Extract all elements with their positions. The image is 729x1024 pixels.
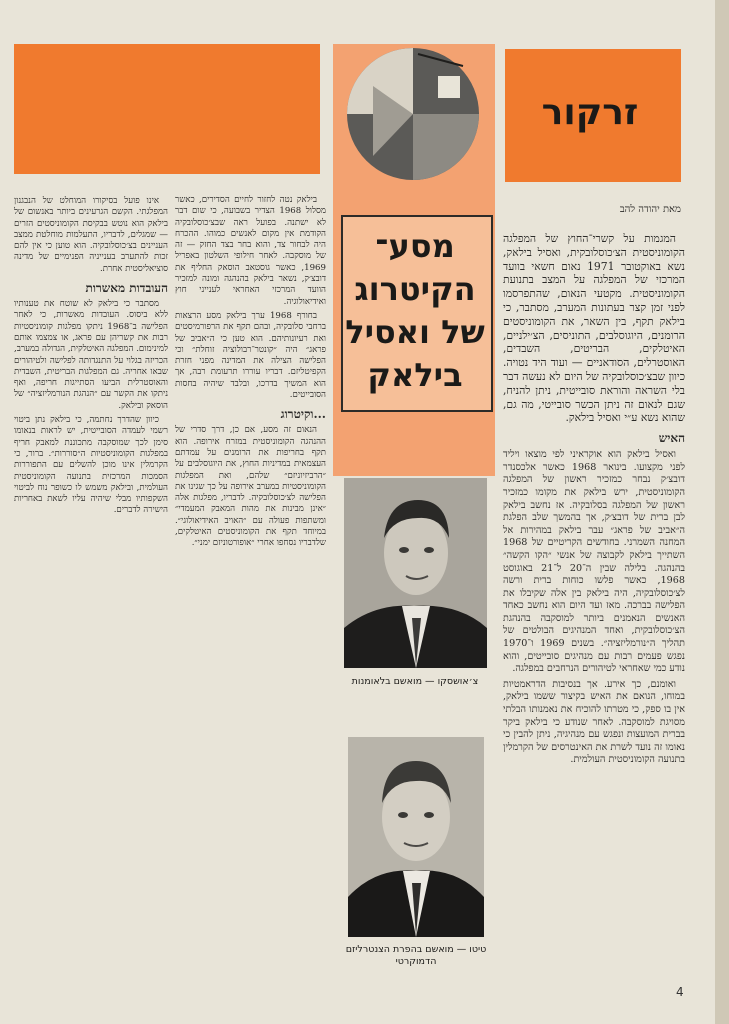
paragraph: אינו פועל בסיקורו המוחלט של הנבגנון המפלגתי. הקשם הגרעינים ביותר באנשום של בילאק הוא נוטש בבקיסת הקומוניסטים הזרים — שמגלים, לדבריו, התעלמות מוחלטת ממצב העניינים בצ׳כוסלובקיה. הוא טוען כי אין להם זכות להתערב בענייניה הפנימיים של מדינה סוציאליסטית אחרת.	[14, 196, 168, 274]
photo-caption-2: טיטו — מואשם בהפרת הצנטרליזם הדמוקרטי	[345, 944, 487, 967]
section-logo-icon	[343, 46, 483, 186]
paragraph: ואומנם, כך אירע. אך בנסיבות הדראמטיות במוחו, הנואם את האיש בקיצור ששמו בילאק, אין בו ספק, כי מטרתו להוכיח את נאמנותו הבלתי מסויגת למוסקבה. לאחר שנודע כי בילאק ביקר בברית המועצות ונפגש עם מנהיגיה, ניתן להבין כי נאומו זה נועד לשרת את האינטרסים של הקרמלין בתנועה הקומוניסטית העולמית.	[503, 678, 685, 766]
paragraph: מסתבר כי בילאק לא שוטח את טענותיו ללא ביסוס. העובדות מאשרות, כי לאחר הפלישה ב־1968 ניתקו מפלגות קומוניסטיות רבות את קשריהן עם פראג, או צמצמו אותם למינימום. המפלגה האיטלקית, הגדולה במערב, הכריזה בגלוי על התנגדותה לפלישה ולטיהורים שבאו אחריה. גם המפלגות הבריטית, השבדית והאוסטרלית הביעו הסתייגות חריפה, ואף ניתקו את הקשר עם ״הנהגת הנורמליזציה״ של הוסאק ובילאק.	[14, 299, 168, 411]
portrait-image-icon	[348, 737, 484, 937]
article-column-right	[503, 232, 685, 988]
paragraph: כיוון שהדרך נחתמה, כי בילאק נתן ביטוי רשמי לעמדה הסובייטית, יש לראות בנאומו סימן לכך שמוסקבה מתכוננת למאבק חריף במפלגות הקומוניסטיות ה״סוררות״. ברור, כי הקרמלין אינו מוכן להשלים עם התפוררות הסמכות המרכזית בתנועה הקומוניסטית העולמית, ובילאק משמש לו כשופר נוח לביטוי השקפותיו מבלי שיהיה עליו לשאת באחריות הישירה לדברים.	[14, 415, 168, 516]
article-column-center	[175, 195, 326, 985]
intro-paragraph: המגמות על קשרי־החוץ של המפלגה הקומוניסטית הצ׳כוסלובקית, ואסיל בילאק, נשא באוקטובר 1971 נאום חשאי בוועד המרכזי של המפלגה על המצב בתנועת הקומוניסטית. מקטעי הנאום, שהתפרסמו לפני זמן קצר בעתונות המערב, מסתבר, כי בילאק תקף, בין השאר, את הקומוניסטים הרומנים, היוגוסלבים, התוניסים, הצ׳ילניים, האיטלקים, הבריטים, השבדים, האוסטרלים, הסודאניים — ועוד היד נטויה. כיוון שבצ׳כוסלובקיה של היום לא נעשה דבר בלי השראה והוראת סובייטית, ניתן להניח, שגם לנאום זה ניתן הכשר סובייטי, מה גם, שהוא נשא ע״י ואסיל בילאק.	[503, 232, 685, 425]
page-number: 4	[676, 985, 684, 999]
byline: מאת יהודה להב	[619, 204, 681, 215]
article-column-left	[14, 196, 168, 986]
paragraph: בילאק נטה לחזור לחיים הסדירים, כאשר מסלול 1968 הצדיר בשבועה, כי שום דבר לא ישתנה. בפועל ראה שבצ׳כוסלובקיה הקודמת אין מקום לאנשים כמוהו. ההכרח היה לבחור צד, והוא בחר בצד החזק — זה של מוסקבה. לאחר חילופי השלטון באפריל 1969, כאשר גוסטאב הוסאק החליף את דובצ׳ק, נשאר בילאק בהנהגה ומונה למזכיר הוועד המרכזי האחראי לענייני חוץ ואידיאולוגיה.	[175, 195, 326, 307]
section-title: זרקור	[541, 92, 639, 133]
subhead-the-man: האיש	[658, 431, 685, 446]
orange-banner-left	[14, 44, 320, 174]
photo-caption-1: צ׳אושסקו — מואשם בלאומנות	[351, 676, 479, 687]
paragraph: בחורף 1968 ערך בילאק מסע הרצאות ברחבי סלובקיה, ובהם תקף את הרפורמיסטים ואת רעיונותיהם. הוא טען כי ה״אביב של פראג״ היה ״קונטר־רבולוציה זוחלת״ וכי הפלישה הצילה את המדינה מפני חזרת הקפיטליזם. דבריו עוררו תרעומת רבה, אך הוא המשיך בדרכו, ובלבד שיהיה בחסות הסובייטים.	[175, 310, 326, 401]
paragraph: הנאום זה מסע, אם כן, דרך סדרי של ההנהגה הקומוניסטית במזרח אירופה. הוא תקף בחריפות את הרומנים על עמדתם העצמאית במדיניות החוץ, את היוגוסלבים על ״הרביזיוניזם״ שלהם, ואת המפלגות הקומוניסטיות במערב אירופה על כך שגינו את הפלישה לצ׳כוסלובקיה. לדבריו, מפלגות אלה ״אינן מבינות את מהות המאבק המעמדי״ ומשתפות פעולה עם ״האויב האידיאולוגי״. במיוחד תקף את הקומוניסטים האיטלקים, שלדבריו נסחפו אחרי ״אופורטוניזם ימני״.	[175, 425, 326, 549]
subhead-kitrug: ...וקיטרוג	[280, 407, 326, 422]
portrait-image-icon	[344, 478, 487, 668]
portrait-photo-2	[348, 737, 484, 937]
portrait-photo-1	[344, 478, 487, 668]
headline: מסע־ הקיטרוג של ואסיל בילאק	[345, 227, 485, 394]
subhead-facts: העובדות מאשרות	[85, 281, 168, 296]
paragraph: ואסיל בילאק הוא אוקראיני לפי מוצאו ויליד לפני מקצועו. בינואר 1968 כאשר אלכסנדר דובצ׳ק נבחר כמזכיר ראשון של המפלגה הקומוניסטית, ירש בילאק את מקומו כמזכיר ראשון של המפלגה בסלובקיה. אז נחשב בילאק לבן ברית של דובצ׳ק, אך בהמשך שלב הפלגת ה״אביב של פראג״ עבר בילאק במהירות אל המחנה השמרני. בחודשים הקריטיים של 1968 השתייך בילאק לקבוצה של אנשי ״הקו הקשה״ בהנהגה. בלילה שבין ה־20 ל־21 באוגוסט 1968, כאשר פלשו כוחות ברית ורשה לצ׳כוסלובקיה, היה בילאק בין אלה שקיבלו את הפלישה בברכה. מאז ועד היום הוא נחשב כאחד האנשים הנאמנים ביותר למוסקבה בהנהגת הצ׳כוסלובקית, ואחד המנהיגים הבולטים של תהליך ה״נורמליזציה״. בשנים 1969 ו־1970 נפגש פעמים רבות עם מנהיגים סובייטים, והוא נודע כמי שאחראי לטיהורים הנרחבים במפלגה.	[503, 449, 685, 675]
